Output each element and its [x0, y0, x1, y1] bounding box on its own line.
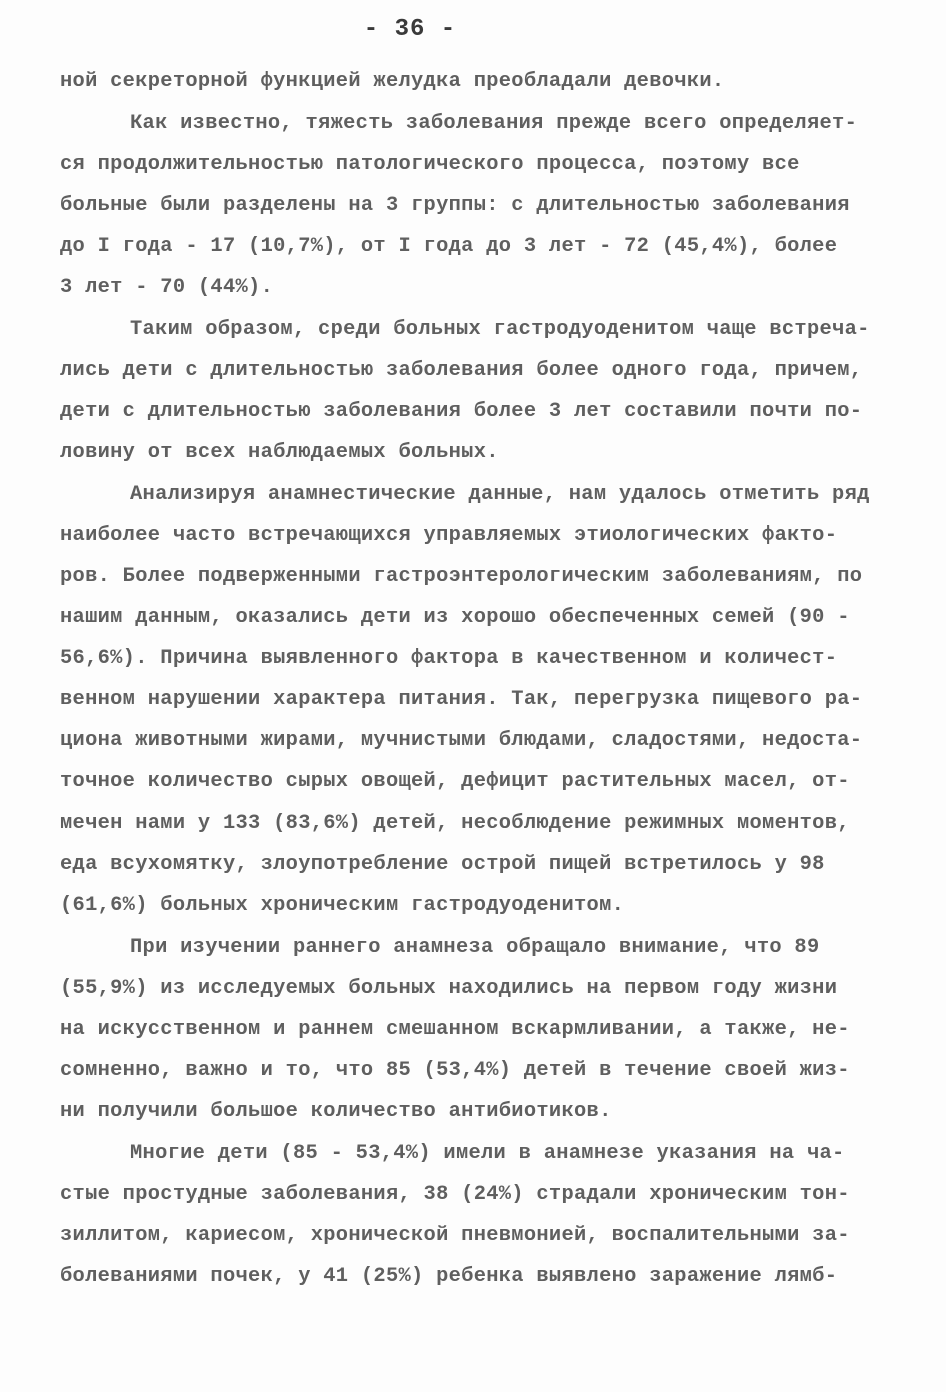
text-line: лись дети с длительностью заболевания более одного года, причем,: [60, 359, 863, 382]
text-line: нашим данным, оказались дети из хорошо обеспеченных семей (90 -: [60, 606, 850, 629]
text-line: до I года - 17 (10,7%), от I года до 3 лет - 72 (45,4%), более: [60, 235, 838, 258]
text-line: ловину от всех наблюдаемых больных.: [60, 441, 499, 464]
text-line: циона животными жирами, мучнистыми блюдами, сладостями, недоста-: [60, 729, 863, 752]
text-line: болеваниями почек, у 41 (25%) ребенка выявлено заражение лямб-: [60, 1265, 838, 1288]
text-line: точное количество сырых овощей, дефицит растительных масел, от-: [60, 770, 850, 793]
text-line: стые простудные заболевания, 38 (24%) страдали хроническим тон-: [60, 1183, 850, 1206]
paragraph-first-line: Таким образом, среди больных гастродуоденитом чаще встреча-: [130, 318, 870, 341]
text-line: ной секреторной функцией желудка преобладали девочки.: [60, 70, 725, 93]
text-line: ся продолжительностью патологического процесса, поэтому все: [60, 153, 800, 176]
text-line: 56,6%). Причина выявленного фактора в качественном и количест-: [60, 647, 838, 670]
text-line: на искусственном и раннем смешанном вскармливании, а также, не-: [60, 1018, 850, 1041]
text-line: наиболее часто встречающихся управляемых этиологических факто-: [60, 524, 838, 547]
text-line: мечен нами у 133 (83,6%) детей, несоблюдение режимных моментов,: [60, 812, 850, 835]
paragraph-first-line: Многие дети (85 - 53,4%) имели в анамнезе указания на ча-: [130, 1142, 845, 1165]
text-line: зиллитом, кариесом, хронической пневмонией, воспалительными за-: [60, 1224, 850, 1247]
page-number: - 36 -: [363, 16, 457, 43]
paragraph-first-line: При изучении раннего анамнеза обращало внимание, что 89: [130, 936, 820, 959]
text-line: (55,9%) из исследуемых больных находились на первом году жизни: [60, 977, 838, 1000]
text-line: больные были разделены на 3 группы: с длительностью заболевания: [60, 194, 850, 217]
text-line: дети с длительностью заболевания более 3 лет составили почти по-: [60, 400, 863, 423]
text-line: 3 лет - 70 (44%).: [60, 276, 274, 299]
text-line: (61,6%) больных хроническим гастродуоденитом.: [60, 894, 625, 917]
paragraph-first-line: Анализируя анамнестические данные, нам удалось отметить ряд: [130, 483, 870, 506]
paragraph-first-line: Как известно, тяжесть заболевания прежде всего определяет-: [130, 112, 858, 135]
text-line: сомненно, важно и то, что 85 (53,4%) детей в течение своей жиз-: [60, 1059, 850, 1082]
text-line: ни получили большое количество антибиотиков.: [60, 1100, 612, 1123]
text-line: еда всухомятку, злоупотребление острой пищей встретилось у 98: [60, 853, 825, 876]
text-line: венном нарушении характера питания. Так, перегрузка пищевого ра-: [60, 688, 863, 711]
text-line: ров. Более подверженными гастроэнтерологическим заболеваниям, по: [60, 565, 863, 588]
